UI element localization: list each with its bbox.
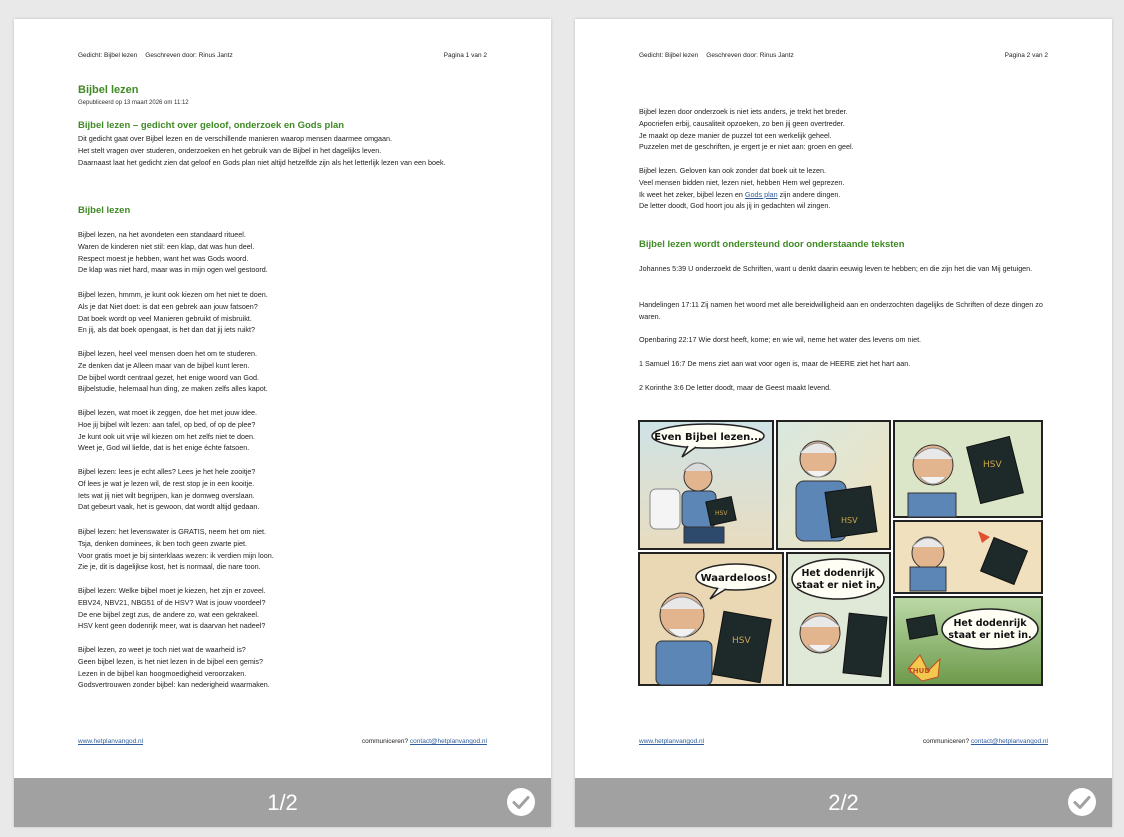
stanza-line: Bijbel lezen: lees je echt alles? Lees je het hele zooitje? — [78, 467, 256, 476]
stanza-line: Weet je, God wil liefde, dat is het enige échte fatsoen. — [78, 443, 250, 453]
stanza-line: Hoe jij bijbel wilt lezen: aan tafel, op bed, of op de plee? — [78, 419, 256, 429]
stanza-line: De klap was niet hard, maar was in mijn ogen wel gestoord. — [78, 265, 268, 275]
bible-reference: Handelingen 17:11 Zij namen het woord met alle bereidwilligheid aan en onderzochten dagelijks de Schriften of deze dingen zo waren. — [639, 300, 1043, 321]
page-indicator-bar — [14, 778, 551, 827]
stanza-line: Je maakt op deze manier de puzzel tot een werkelijk geheel. — [639, 130, 832, 140]
header-page-number: Pagina 1 van 2 — [443, 52, 487, 59]
stanza-line: Zie je, dit is dagelijkse kost, het is normaal, die nare toon. — [78, 562, 261, 572]
header-author: Geschreven door: Rinus Jantz — [706, 52, 794, 59]
stanza-line: Bijbel lezen, heel veel mensen doen het om te studeren. — [78, 349, 258, 358]
stanza-line: De bijbel wordt centraal gezet, het enige woord van God. — [78, 372, 259, 382]
stanza-line: Puzzelen met de geschriften, je ergert je er niet aan: groen en geel. — [639, 142, 854, 152]
bible-reference: Johannes 5:39 U onderzoekt de Schriften, want u denkt daarin eeuwig leven te hebben; en die zijn het die van Mij getuigen. — [639, 264, 1033, 273]
stanza-line: Dat boek wordt op veel Manieren gebruikt of misbruikt. — [78, 313, 252, 323]
stanza — [78, 348, 498, 395]
page-indicator-bar — [575, 778, 1112, 827]
intro-paragraph — [78, 133, 488, 168]
stanza — [78, 585, 498, 632]
comic-panel — [639, 421, 773, 549]
comic-panel — [894, 597, 1042, 685]
comic-bubble-text: Het dodenrijk — [801, 568, 875, 579]
intro-line: Dit gedicht gaat over Bijbel lezen en de verschillende manieren waarop mensen daarmee omgaan. — [78, 134, 393, 143]
comic-bubble-text: staat er niet in. — [948, 630, 1032, 641]
references-heading: Bijbel lezen wordt ondersteund door onderstaande teksten — [639, 239, 905, 250]
footer-website-link[interactable]: www.hetplanvangod.nl — [639, 738, 705, 745]
bible-reference: 1 Samuel 16:7 De mens ziet aan wat voor ogen is, maar de HEERE ziet het hart aan. — [639, 359, 911, 368]
poem-heading: Bijbel lezen — [78, 205, 131, 216]
stanza-text: Ik weet het zeker, bijbel lezen en — [639, 189, 745, 199]
stanza-line: De ene bijbel zegt zus, de andere zo, wat een gekrakeel. — [78, 609, 260, 619]
footer-contact-label: communiceren? — [922, 738, 970, 745]
comic-book-label: HSV — [732, 636, 751, 646]
document-title: Bijbel lezen — [78, 84, 139, 96]
published-date: Gepubliceerd op 13 maart 2026 om 11:12 — [78, 100, 189, 106]
page-indicator-label: 2/2 — [828, 789, 859, 815]
stanza-line: Als je dat Niet doet: is dat een gebrek aan jouw fatsoen? — [78, 301, 258, 311]
intro-line: Het stelt vragen over studeren, onderzoeken en het gebruik van de Bijbel in het dagelijks leven. — [78, 145, 382, 155]
stanza-line: Bijbel lezen, wat moet ik zeggen, doe het met jouw idee. — [78, 408, 257, 417]
footer-contact-link[interactable]: contact@hetplanvangod.nl — [409, 738, 487, 745]
stanza-line — [639, 189, 1059, 201]
stanza-line: Iets wat jij niet wilt begrijpen, kan je domweg overslaan. — [78, 490, 255, 500]
header-author: Geschreven door: Rinus Jantz — [145, 52, 233, 59]
header-poem-title: Gedicht: Bijbel lezen — [639, 52, 699, 59]
checkmark-icon[interactable] — [506, 787, 536, 817]
stanza-line: Bijbel lezen, na het avondeten een standaard ritueel. — [78, 230, 246, 239]
comic-bubble-text: Waardeloos! — [700, 573, 772, 584]
stanza-line: Godsvertrouwen zonder bijbel: kan nederigheid waarmaken. — [78, 680, 270, 690]
stanza-line: HSV kent geen dodenrijk meer, wat is daarvan het nadeel? — [78, 621, 266, 631]
stanza — [78, 526, 498, 573]
comic-book-label: HSV — [983, 460, 1002, 470]
header-page-number: Pagina 2 van 2 — [1004, 52, 1048, 59]
stanza-line: Je kunt ook uit vrije wil kiezen om het zelfs niet te doen. — [78, 431, 255, 441]
comic-panel — [777, 421, 890, 549]
stanza-line: Tsja, denken dominees, ik ben toch geen zwarte piet. — [78, 538, 248, 548]
stanza-line: Bijbel lezen, zo weet je toch niet wat de waarheid is? — [78, 645, 246, 654]
stanza-line: Geen bijbel lezen, is het niet lezen in de bijbel een gemis? — [78, 656, 263, 666]
stanza-line: Lezen in de bijbel kan hoogmoedigheid veroorzaken. — [78, 668, 247, 678]
page-1-thumbnail[interactable] — [14, 19, 551, 827]
comic-bubble-text: staat er niet in. — [796, 580, 880, 591]
stanza — [78, 644, 498, 691]
page-indicator-label: 1/2 — [267, 789, 298, 815]
comic-book-label: HSV — [715, 510, 728, 517]
stanza-line: Of lees je wat je lezen wil, de rest stop je in een kooitje. — [78, 478, 255, 488]
page-header — [639, 52, 1048, 59]
stanza-line: Bijbel lezen: het levenswater is GRATIS, neem het om niet. — [78, 527, 267, 536]
comic-bubble-text: Het dodenrijk — [953, 618, 1027, 629]
stanza — [78, 466, 498, 513]
stanza-line: En jij, als dat boek opengaat, is het dan dat jij iets ruikt? — [78, 325, 255, 335]
stanza — [78, 407, 498, 454]
stanza — [78, 229, 498, 276]
page-footer — [78, 738, 487, 745]
stanza-line: EBV24, NBV21, NBG51 of de HSV? Wat is jouw voordeel? — [78, 597, 266, 607]
stanza — [78, 289, 498, 336]
comic-sound-effect: THUD — [908, 667, 931, 675]
stanza-line: Waren de kinderen niet stil: een klap, dat was hun deel. — [78, 241, 255, 251]
page-footer — [639, 738, 1048, 745]
bible-reference: 2 Korinthe 3:6 De letter doodt, maar de Geest maakt levend. — [639, 383, 832, 392]
stanza-line: Bijbel lezen door onderzoek is niet iets anders, je trekt het breder. — [639, 107, 848, 116]
bible-reference: Openbaring 22:17 Wie dorst heeft, kome; en wie wil, neme het water des levens om niet. — [639, 335, 922, 344]
header-poem-title: Gedicht: Bijbel lezen — [78, 52, 138, 59]
stanza-text: zijn andere dingen. — [777, 189, 841, 199]
comic-bubble-text: Even Bijbel lezen... — [654, 432, 762, 443]
comic-book-label: HSV — [841, 516, 858, 525]
stanza-line: Bijbel lezen. Geloven kan ook zonder dat boek uit te lezen. — [639, 166, 826, 175]
stanza-line: Bijbel lezen: Welke bijbel moet je kiezen, het zijn er zoveel. — [78, 586, 266, 595]
page-2-thumbnail[interactable] — [575, 19, 1112, 827]
stanza — [639, 165, 1059, 212]
document-subtitle: Bijbel lezen – gedicht over geloof, onderzoek en Gods plan — [78, 120, 345, 131]
stanza-line: Veel mensen bidden niet, lezen niet, hebben Hem wel geprezen. — [639, 177, 845, 187]
stanza-line: Respect moest je hebben, want het was Gods woord. — [78, 253, 249, 263]
gods-plan-link[interactable]: Gods plan — [744, 189, 778, 199]
footer-contact-link[interactable]: contact@hetplanvangod.nl — [970, 738, 1048, 745]
stanza-line: Bijbel lezen, hmmm, je kunt ook kiezen om het niet te doen. — [78, 290, 268, 299]
footer-website-link[interactable]: www.hetplanvangod.nl — [78, 738, 144, 745]
comic-panel — [894, 521, 1042, 593]
stanza-line: De letter doodt, God hoort jou als jij in gedachten wil zingen. — [639, 201, 831, 211]
intro-line: Daarnaast laat het gedicht zien dat geloof en Gods plan niet altijd hetzelfde zijn als het letterlijk lezen van een boek. — [78, 157, 446, 167]
stanza-line: Voor gratis moet je bij sinterklaas wezen: ik verdien mijn loon. — [78, 550, 274, 560]
comic-illustration — [638, 419, 1044, 687]
comic-panel — [639, 553, 783, 685]
stanza — [639, 106, 1059, 153]
comic-panel — [787, 553, 890, 685]
stanza-line: Ze denken dat je Alleen maar van de bijbel kunt leren. — [78, 360, 250, 370]
comic-panel — [894, 421, 1042, 517]
page-header — [78, 52, 487, 59]
footer-contact-label: communiceren? — [361, 738, 409, 745]
stanza-line: Bijbelstudie, helemaal hun ding, ze maken zelfs alles kapot. — [78, 384, 268, 394]
stanza-line: Apocriefen erbij, causaliteit opzoeken, zo ben jij geen overtreder. — [639, 118, 845, 128]
checkmark-icon[interactable] — [1067, 787, 1097, 817]
stanza-line: Dat gebeurt vaak, het is gewoon, dat wordt altijd gedaan. — [78, 502, 260, 512]
